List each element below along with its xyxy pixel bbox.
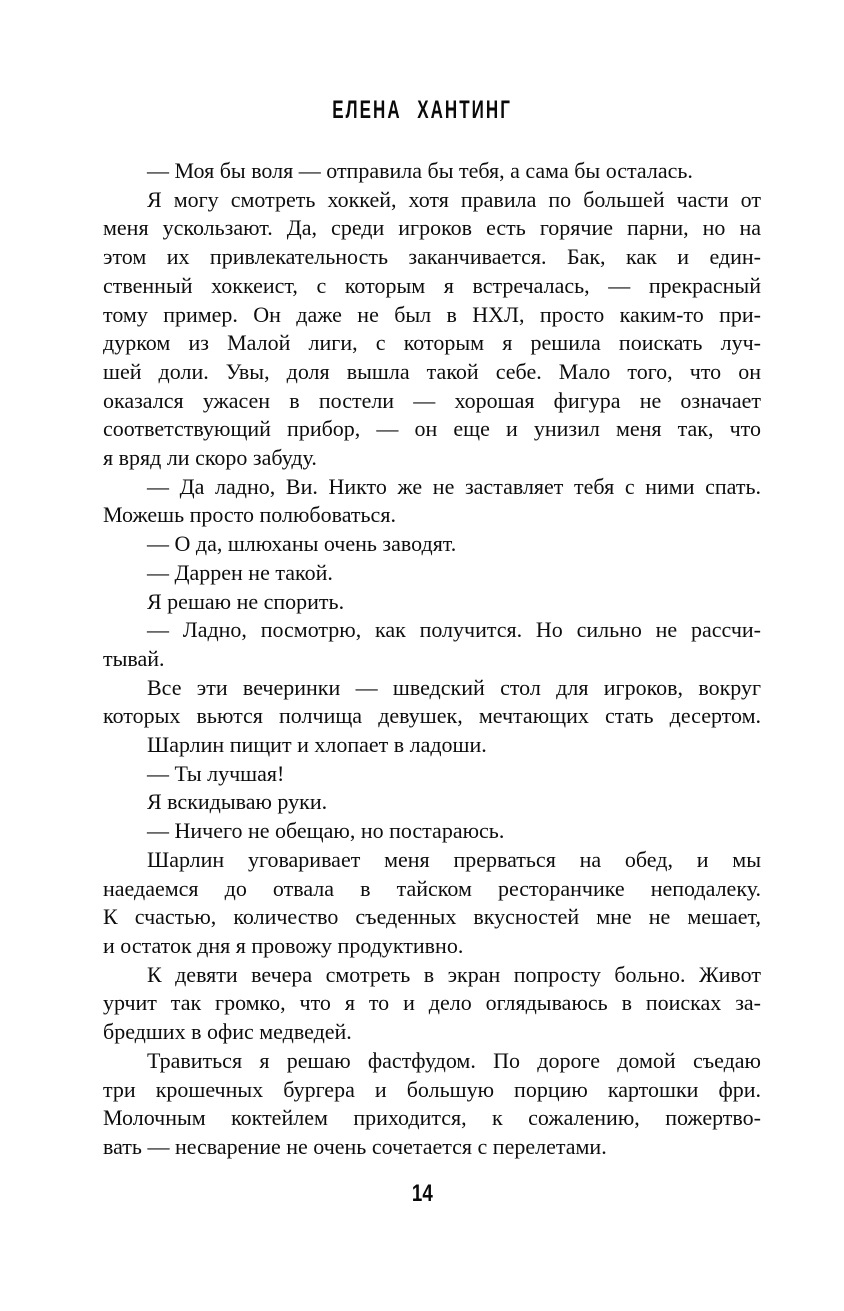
body-text bbox=[103, 157, 761, 1162]
text-line: которых вьются полчища девушек, мечтающих стать десертом. bbox=[103, 703, 761, 729]
text-line: соответствующий прибор, — он еще и унизил меня так, что bbox=[103, 416, 761, 442]
text-line: тывай. bbox=[103, 645, 165, 671]
text-line: — Ты лучшая! bbox=[147, 760, 285, 786]
text-line: дурком из Малой лиги, с которым я решила поискать луч- bbox=[103, 330, 761, 356]
page-footer bbox=[0, 1180, 844, 1208]
running-header bbox=[0, 96, 844, 125]
text-line: тому пример. Он даже не был в НХЛ, просто каким-то при- bbox=[103, 301, 761, 327]
text-line: три крошечных бургера и большую порцию картошки фри. bbox=[103, 1076, 761, 1102]
text-line: меня ускользают. Да, среди игроков есть горячие парни, но на bbox=[103, 215, 761, 241]
text-line: — Да ладно, Ви. Никто же не заставляет тебя с ними спать. bbox=[147, 473, 761, 499]
text-line: этом их привлекательность заканчивается. Бак, как и един- bbox=[103, 244, 761, 270]
text-line: и остаток дня я провожу продуктивно. bbox=[103, 932, 464, 958]
text-line: Я вскидываю руки. bbox=[147, 789, 328, 815]
text-line: Можешь просто полюбоваться. bbox=[103, 502, 396, 528]
text-line: — О да, шлюханы очень заводят. bbox=[147, 531, 457, 557]
text-line: я вряд ли скоро забуду. bbox=[103, 445, 317, 471]
text-line: — Даррен не такой. bbox=[147, 559, 333, 585]
text-line: — Ничего не обещаю, но постараюсь. bbox=[147, 818, 505, 844]
text-line: Травиться я решаю фастфудом. По дороге домой съедаю bbox=[147, 1047, 761, 1073]
text-line: оказался ужасен в постели — хорошая фигура не означает bbox=[103, 387, 761, 413]
text-line: урчит так громко, что я то и дело оглядываюсь в поисках за- bbox=[103, 990, 761, 1016]
text-line: Шарлин уговаривает меня прерваться на обед, и мы bbox=[147, 846, 761, 872]
text-line: Молочным коктейлем приходится, к сожалению, пожертво- bbox=[103, 1105, 761, 1131]
text-line: Я могу смотреть хоккей, хотя правила по большей части от bbox=[147, 186, 761, 212]
text-line: ственный хоккеист, с которым я встречалась, — прекрасный bbox=[103, 272, 761, 298]
text-line: наедаемся до отвала в тайском ресторанчике неподалеку. bbox=[103, 875, 761, 901]
text-line: — Ладно, посмотрю, как получится. Но сильно не рассчи- bbox=[147, 617, 761, 643]
text-line: шей доли. Увы, доля вышла такой себе. Мало того, что он bbox=[103, 358, 761, 384]
text-line: Все эти вечеринки — шведский стол для игроков, вокруг bbox=[147, 674, 761, 700]
author-name-header: ЕЛЕНА ХАНТИНГ bbox=[332, 96, 512, 124]
text-line: бредших в офис медведей. bbox=[103, 1019, 352, 1045]
text-line: Шарлин пищит и хлопает в ладоши. bbox=[147, 732, 487, 758]
text-line: К девяти вечера смотреть в экран попросту больно. Живот bbox=[147, 961, 761, 987]
text-line: К счастью, количество съеденных вкусностей мне не мешает, bbox=[103, 904, 761, 930]
text-line: Я решаю не спорить. bbox=[147, 588, 345, 614]
text-line: — Моя бы воля — отправила бы тебя, а сама бы осталась. bbox=[147, 158, 693, 183]
text-line: вать — несварение не очень сочетается с перелетами. bbox=[103, 1133, 607, 1159]
page-number: 14 bbox=[411, 1180, 433, 1207]
